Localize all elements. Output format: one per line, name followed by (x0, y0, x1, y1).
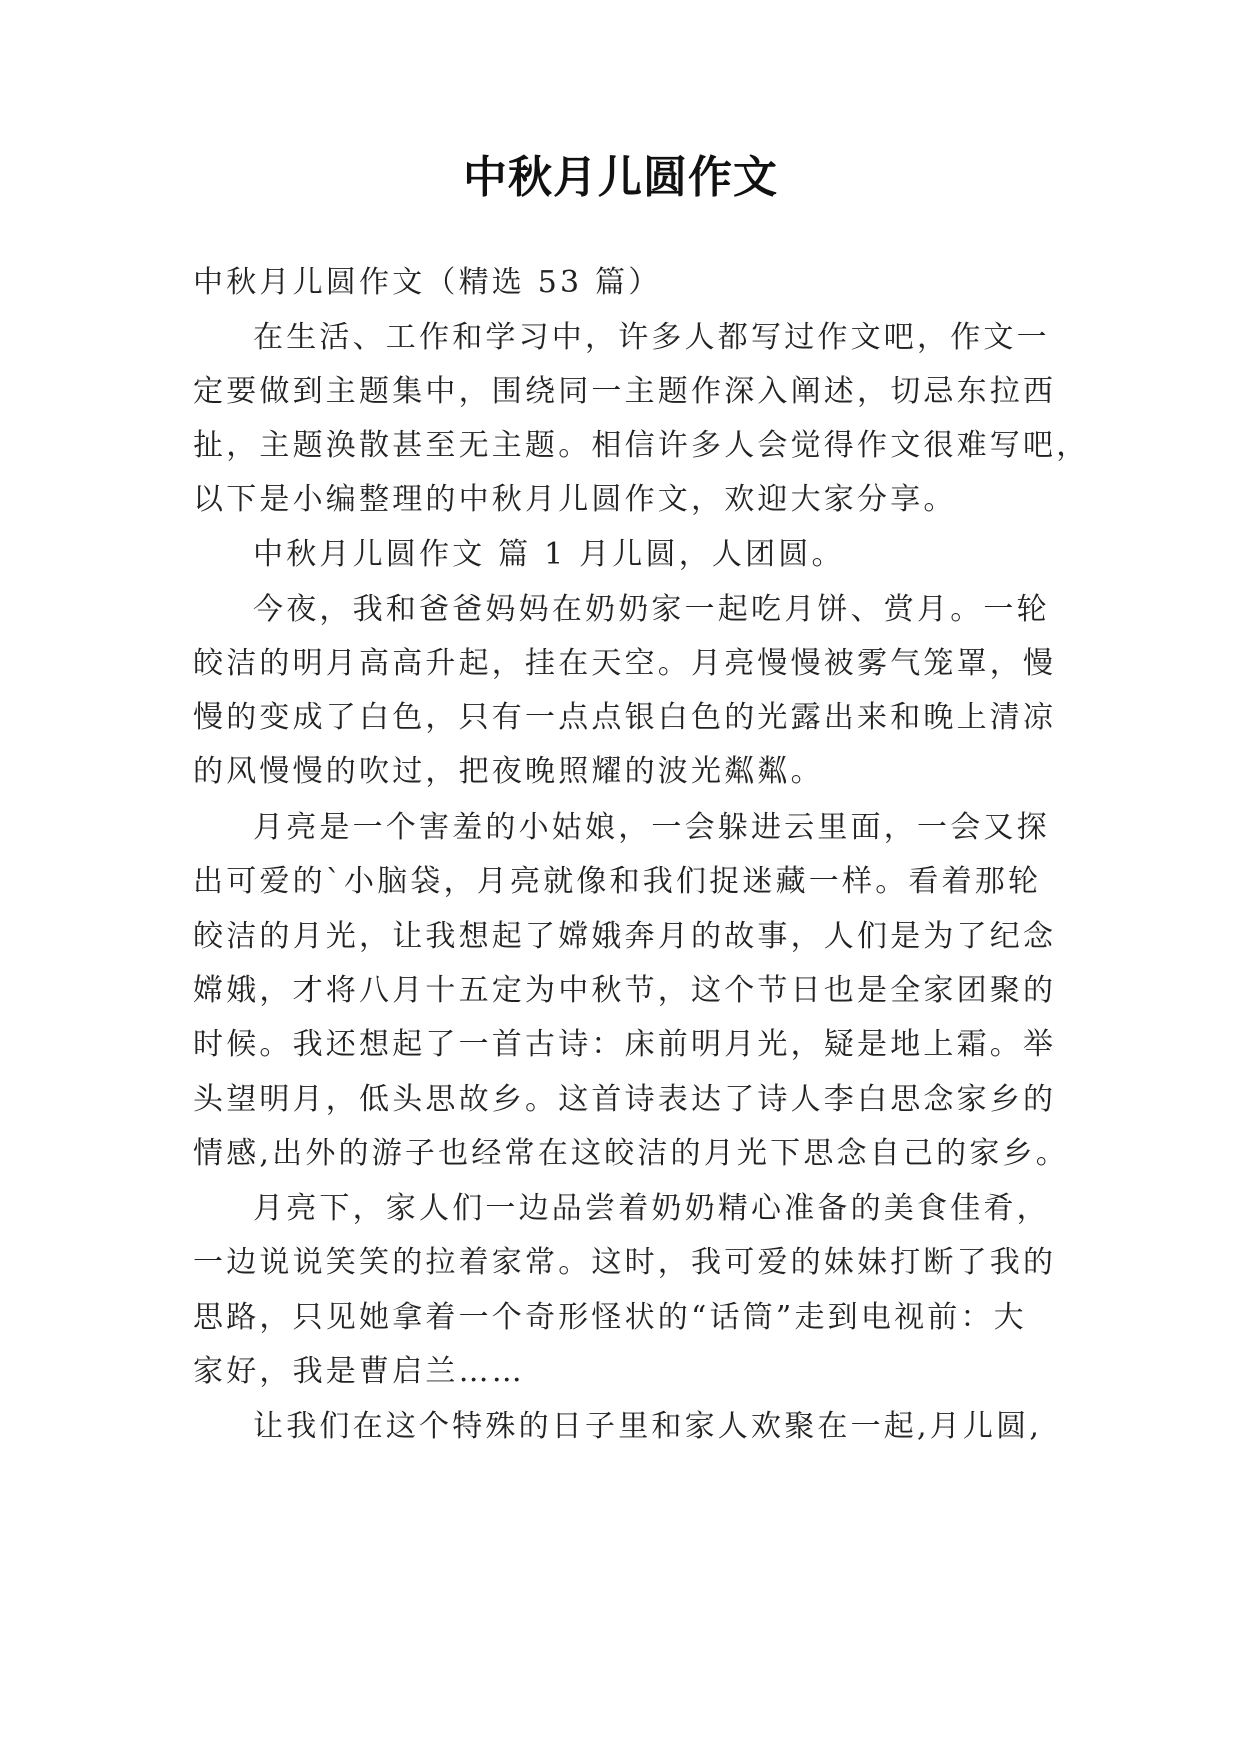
paragraph-line: 一边说说笑笑的拉着家常。这时，我可爱的妹妹打断了我的 (193, 1245, 1057, 1280)
paragraph-line: 家好，我是曹启兰…… (193, 1354, 525, 1389)
paragraph-line: 情感,出外的游子也经常在这皎洁的月光下思念自己的家乡。 (193, 1136, 1069, 1171)
paragraph-line: 在生活、工作和学习中，许多人都写过作文吧，作文一 (253, 320, 1050, 355)
paragraph-line: 头望明月，低头思故乡。这首诗表达了诗人李白思念家乡的 (193, 1082, 1057, 1117)
paragraph-line: 月亮是一个害羞的小姑娘，一会躲进云里面，一会又探 (253, 810, 1050, 845)
paragraph-line: 时候。我还想起了一首古诗：床前明月光，疑是地上霜。举 (193, 1027, 1057, 1062)
paragraph-line: 思路，只见她拿着一个奇形怪状的“话筒”走到电视前：大 (193, 1300, 1027, 1335)
document-title: 中秋月儿圆作文 (463, 152, 778, 203)
paragraph-line: 今夜，我和爸爸妈妈在奶奶家一起吃月饼、赏月。一轮 (253, 592, 1050, 627)
paragraph-line: 让我们在这个特殊的日子里和家人欢聚在一起,月儿圆, (253, 1409, 1043, 1444)
paragraph-line: 扯，主题涣散甚至无主题。相信许多人会觉得作文很难写吧， (193, 428, 1090, 463)
section-heading-line: 中秋月儿圆作文 篇 1 月儿圆，人团圆。 (253, 537, 845, 572)
subtitle-line: 中秋月儿圆作文（精选 53 篇） (193, 265, 662, 300)
paragraph-line: 出可爱的`小脑袋，月亮就像和我们捉迷藏一样。看着那轮 (193, 864, 1042, 899)
paragraph-line: 定要做到主题集中，围绕同一主题作深入阐述，切忌东拉西 (193, 374, 1057, 409)
paragraph-line: 皎洁的明月高高升起，挂在天空。月亮慢慢被雾气笼罩，慢 (193, 646, 1057, 681)
paragraph-line: 慢的变成了白色，只有一点点银白色的光露出来和晚上清凉 (193, 700, 1057, 735)
paragraph-line: 皎洁的月光，让我想起了嫦娥奔月的故事，人们是为了纪念 (193, 919, 1057, 954)
paragraph-line: 的风慢慢的吹过，把夜晚照耀的波光粼粼。 (193, 754, 824, 789)
paragraph-line: 以下是小编整理的中秋月儿圆作文，欢迎大家分享。 (193, 482, 957, 517)
paragraph-line: 月亮下，家人们一边品尝着奶奶精心准备的美食佳肴， (253, 1191, 1050, 1226)
paragraph-line: 嫦娥，才将八月十五定为中秋节，这个节日也是全家团聚的 (193, 973, 1057, 1008)
